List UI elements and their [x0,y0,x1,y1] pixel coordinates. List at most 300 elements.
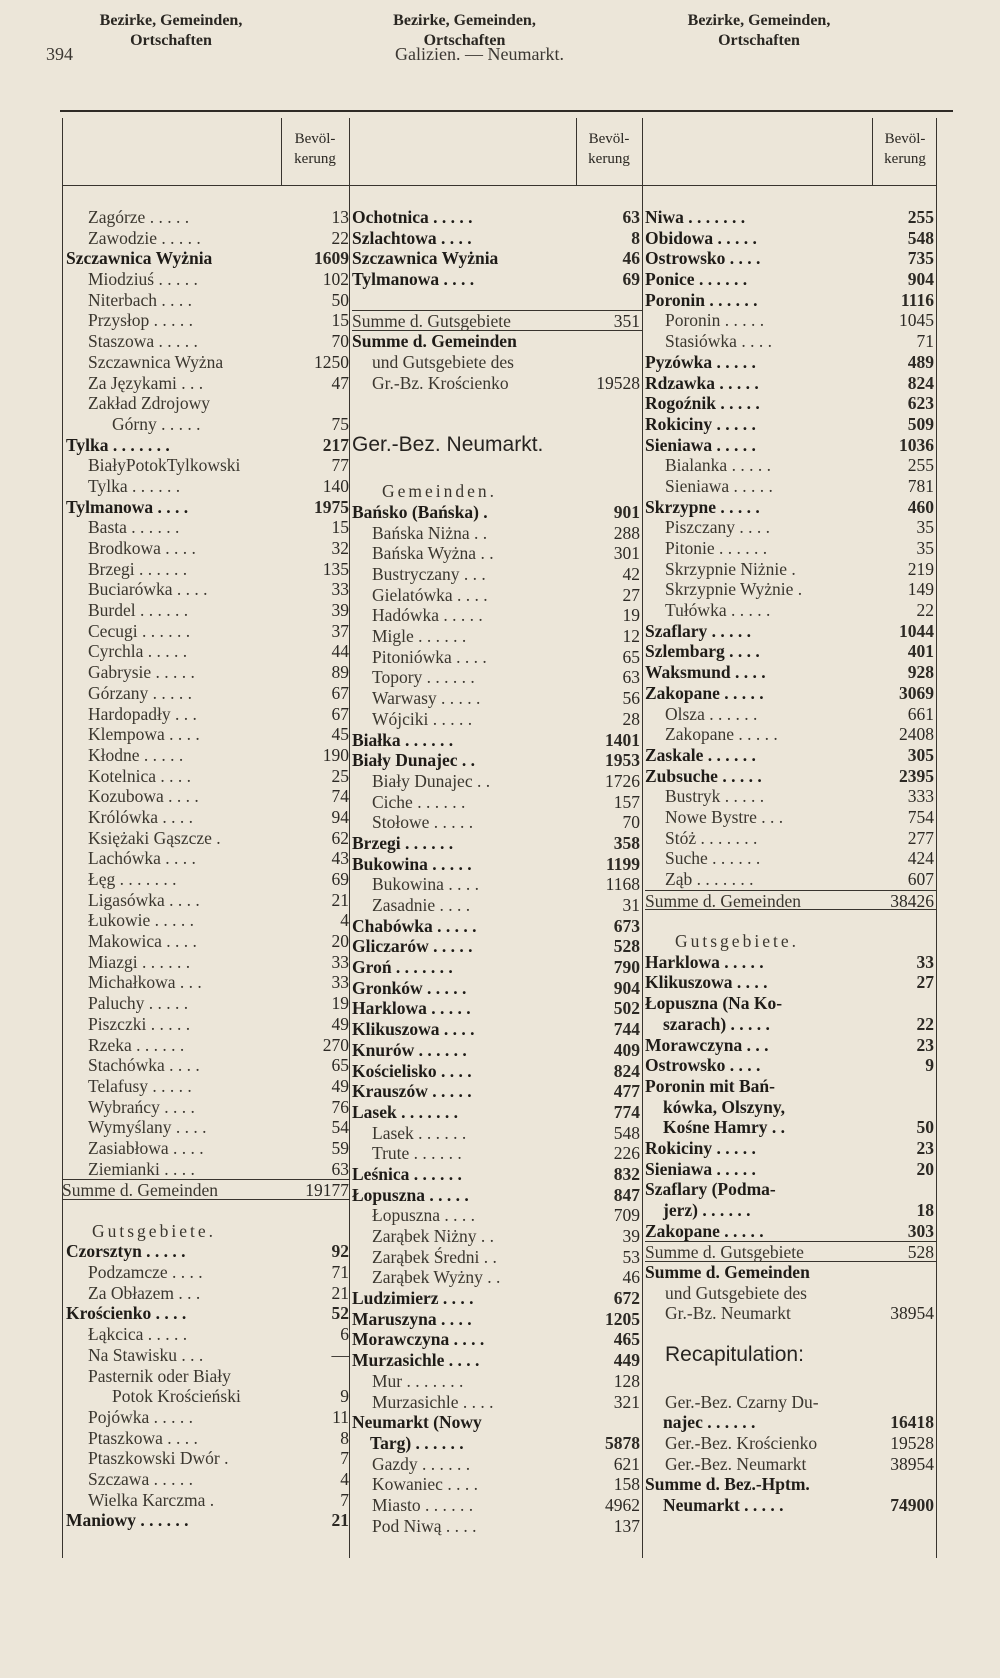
place-name: Kościelisko . . . . [352,1060,472,1081]
place-name: Łopuszna . . . . [372,1205,476,1226]
population-value: 1953 [605,750,640,771]
place-name: Stóż . . . . . . . [665,827,758,848]
table-row [352,1267,642,1288]
population-value: 37 [331,620,349,641]
table-row [645,766,936,787]
population-value: 74900 [890,1494,934,1515]
table-row [352,543,642,564]
place-name: Zakopane . . . . . [645,682,764,703]
place-name: Pyzówka . . . . . [645,351,756,372]
population-value: 847 [613,1184,640,1205]
population-value: 43 [331,848,349,869]
place-name: Basta . . . . . . [88,517,180,538]
place-name: najec . . . . . . [663,1412,756,1433]
population-value: 49 [331,1075,349,1096]
place-name: Zagórze . . . . . [88,207,190,227]
table-row [352,228,642,249]
table-row [62,1324,349,1345]
header-bottom-rule [62,185,937,186]
table-row [352,626,642,647]
table-row [645,1454,936,1475]
table-row [645,931,936,952]
population-value: 75 [331,413,349,434]
place-name: Poronin . . . . . [665,310,765,331]
place-name: Piszczany . . . . [665,517,770,538]
table-row [352,957,642,978]
place-name: Tylmanowa . . . . [66,496,189,517]
population-value: 824 [613,1060,640,1081]
table-row [352,331,642,352]
table-row [352,1247,642,1268]
table-row [62,331,349,352]
population-value: 15 [331,310,349,331]
table-row [62,807,349,828]
place-name: Łąkcica . . . . . [88,1324,188,1345]
population-value: 25 [331,765,349,786]
table-row [352,1454,642,1475]
table-row [62,1117,349,1138]
table-row [62,1076,349,1097]
rule-head-2 [576,118,577,186]
table-row [352,1081,642,1102]
table-row [352,1226,642,1247]
table-row [62,1510,349,1531]
table-row [62,290,349,311]
population-value: 52 [331,1303,349,1324]
population-value: 42 [622,564,640,584]
table-row [352,310,642,331]
place-name: Murzasichle . . . . [372,1391,494,1412]
table-row [62,1179,349,1200]
table-row [645,1474,936,1495]
table-row [645,745,936,766]
place-name: und Gutsgebiete des [372,351,514,372]
population-value: 19177 [305,1180,349,1201]
population-value: 1975 [314,496,349,517]
table-row [645,269,936,290]
table-row [62,393,349,414]
population-value: 19528 [890,1432,934,1453]
place-name: Morawczyna . . . [645,1034,769,1055]
population-value: 2408 [899,724,934,745]
population-value: 157 [613,791,640,812]
population-value: 449 [613,1350,640,1371]
table-row [352,771,642,792]
population-value: 901 [613,501,640,522]
page-number: 394 [46,44,73,64]
place-name: Groń . . . . . . . [352,957,453,978]
place-name: Burdel . . . . . . [88,600,189,621]
table-row [645,393,936,414]
table-row [352,1061,642,1082]
table-row [352,936,642,957]
population-value: 7 [340,1448,349,1469]
population-value: 226 [613,1143,640,1164]
table-row [62,745,349,766]
population-value: 31 [622,895,640,915]
place-name: Szlachtowa . . . . [352,227,472,248]
population-value: 19 [331,993,349,1014]
table-row [645,1324,936,1345]
place-name: Rdzawka . . . . . [645,372,759,393]
table-row [645,1076,936,1097]
place-name: Królówka . . . . [88,806,193,827]
place-name: BiałyPotokTylkowski [88,455,241,476]
rule-head-3 [872,118,873,186]
table-row [352,1288,642,1309]
place-name: Lasek . . . . . . [372,1122,467,1143]
place-name: Ząb . . . . . . . [665,869,754,889]
table-row [352,248,642,269]
table-row [645,538,936,559]
table-row [62,579,349,600]
table-row [62,704,349,725]
place-name: Miodziuś . . . . . [88,269,198,290]
population-value: 70 [331,331,349,352]
place-name: Murzasichle . . . . [352,1350,480,1371]
table-row [352,373,642,394]
table-row [62,269,349,290]
population-value: 528 [907,1242,934,1263]
place-name: Szaflary . . . . . [645,620,751,641]
population-value: 19 [622,605,640,626]
place-name: Summe d. Gutsgebiete [352,311,511,332]
place-name: Skrzypnie Niżnie . [665,558,796,579]
place-name: Neumarkt (Nowy [352,1412,482,1433]
population-value: 502 [613,998,640,1019]
place-name: Gr.-Bz. Krościenko [372,372,509,393]
place-name: Wielka Karczma . [88,1489,215,1510]
population-value: 351 [613,311,640,332]
place-name: Gielatówka . . . . [372,584,488,605]
place-name: Ger.-Bez. Neumarkt [665,1453,807,1474]
population-value: 33 [916,951,934,972]
population-value: 92 [331,1241,349,1262]
table-row [62,1469,349,1490]
table-row [352,709,642,730]
place-name: Brzegi . . . . . . [352,832,454,853]
place-name: Ciche . . . . . . [372,791,466,812]
population-value: 38954 [890,1453,934,1474]
place-name: Na Stawisku . . . [88,1344,204,1365]
place-name: Miazgi . . . . . . [88,951,191,972]
place-name: Stołowe . . . . . [372,812,474,833]
place-name: Czorsztyn . . . . . [66,1241,186,1262]
population-value: 65 [331,1055,349,1076]
table-row [645,1200,936,1221]
population-value: 1609 [314,248,349,269]
population-value: 46 [622,248,640,269]
place-name: Ligasówka . . . . [88,889,200,910]
place-name: Szczawnica Wyżnia [352,248,499,269]
table-row [352,1040,642,1061]
table-row [62,1366,349,1387]
population-value: 71 [331,1262,349,1283]
table-row [645,1035,936,1056]
place-name: Zarąbek Wyżny . . [372,1267,501,1288]
header-name-col-1: Bezirke, Gemeinden, Ortschaften [99,12,243,49]
place-name: Zasadnie . . . . [372,895,471,915]
place-name: und Gutsgebiete des [665,1282,807,1303]
place-name: Gazdy . . . . . . [372,1453,471,1474]
table-row [352,730,642,751]
population-value: 409 [613,1039,640,1060]
rule-head-1 [281,118,282,186]
population-value: 460 [907,496,934,517]
place-name: Za Obłazem . . . [88,1282,201,1303]
table-row [645,1179,936,1200]
table-row [645,1138,936,1159]
place-name: Kłodne . . . . . [88,744,184,765]
place-name: Ger.-Bez. Czarny Du- [665,1391,819,1412]
place-name: Szczawnica Wyżna [88,351,224,372]
table-row [62,1428,349,1449]
place-name: Księżaki Gąszcze . [88,827,221,848]
table-row [645,807,936,828]
population-value: 35 [916,517,934,538]
population-value: 23 [916,1034,934,1055]
population-value: — [331,1344,349,1365]
population-value: 190 [322,744,349,765]
place-name: Trute . . . . . . [372,1143,462,1164]
population-value: 661 [907,703,934,724]
population-value: 74 [331,786,349,807]
table-row [645,476,936,497]
table-row [645,435,936,456]
population-value: 21 [331,889,349,910]
table-column-3 [645,207,936,1516]
place-name: Ger.-Bez. Krościenko [665,1432,818,1453]
place-name: Zarąbek Średni . . [372,1246,497,1267]
table-row [62,435,349,456]
table-row [352,1516,642,1537]
place-name: Bustryczany . . . [372,564,486,584]
table-row [645,972,936,993]
population-value: 46 [622,1267,640,1288]
population-value: 781 [907,475,934,496]
place-name: Hadówka . . . . . [372,605,483,626]
place-name: Stasiówka . . . . [665,331,772,352]
place-name: Buciarówka . . . . [88,579,208,600]
table-row [645,621,936,642]
table-row [62,1138,349,1159]
table-row [62,1055,349,1076]
table-row [62,993,349,1014]
place-name: Piszczki . . . . . [88,1013,191,1034]
table-row [62,848,349,869]
place-name: Ostrowsko . . . . [645,1055,761,1076]
population-value: 832 [613,1163,640,1184]
table-row [352,1164,642,1185]
table-row [62,786,349,807]
place-name: Gabrysie . . . . . [88,662,195,683]
population-value: 255 [907,207,934,227]
population-value: 3069 [899,682,934,703]
place-name: Łęg . . . . . . . [88,869,177,889]
table-row [352,461,642,482]
table-row [62,455,349,476]
table-row [352,207,642,228]
place-name: Pasternik oder Biały [88,1365,231,1386]
table-row [352,1371,642,1392]
table-row [352,414,642,435]
place-name: Bukowina . . . . . [352,853,472,874]
population-value: 219 [907,558,934,579]
population-value: 303 [907,1220,934,1241]
header-pop-col-3: Bevöl- kerung [884,131,926,167]
table-row [645,517,936,538]
place-name: szarach) . . . . . [663,1013,770,1034]
table-row [352,916,642,937]
place-name: Szlembarg . . . . [645,641,760,662]
population-value: 71 [916,331,934,352]
population-value: 28 [622,708,640,729]
table-row [62,910,349,931]
place-name: Ponice . . . . . . [645,269,748,290]
population-value: 333 [907,786,934,807]
population-value: 928 [907,662,934,683]
population-value: 301 [613,543,640,564]
population-value: 39 [622,1226,640,1246]
population-value: 44 [331,641,349,662]
place-name: Summe d. Gemeinden [645,890,802,911]
population-value: 63 [622,667,640,688]
population-value: 89 [331,662,349,683]
table-row [645,952,936,973]
place-name: Wybrańcy . . . . [88,1096,195,1117]
place-name: Rokiciny . . . . . [645,413,756,434]
place-name: Gronków . . . . . [352,977,467,998]
population-value: 49 [331,1013,349,1034]
place-name: Kozubowa . . . . [88,786,199,807]
population-value: 277 [907,827,934,848]
table-row [645,1342,936,1371]
population-value: 53 [622,1246,640,1267]
place-name: Chabówka . . . . . [352,915,477,936]
table-row [645,455,936,476]
population-value: 69 [331,869,349,889]
place-name: Neumarkt . . . . . [663,1494,784,1515]
table-row [352,792,642,813]
population-value: 477 [613,1081,640,1102]
place-name: Leśnica . . . . . . [352,1163,462,1184]
table-row [645,1262,936,1283]
table-column-2 [352,207,642,1536]
population-value: 63 [331,1158,349,1179]
population-value: 102 [322,269,349,290]
population-value: 22 [331,227,349,248]
population-value: 33 [331,579,349,600]
population-value: 22 [916,1013,934,1034]
table-row [62,621,349,642]
table-row [62,1262,349,1283]
place-name: Klempowa . . . . [88,724,200,745]
place-name: Poronin . . . . . . [645,289,758,310]
population-value: 672 [613,1288,640,1309]
place-name: Maruszyna . . . . [352,1308,472,1329]
header-pop-col-2: Bevöl- kerung [588,131,630,167]
population-value: 744 [613,1019,640,1040]
place-name: Łukowie . . . . . [88,910,194,931]
place-name: Niterbach . . . . [88,289,192,310]
place-name: Targ) . . . . . . [370,1432,464,1453]
table-row [645,704,936,725]
place-name: Gutsgebiete. [675,931,799,952]
table-row [62,559,349,580]
table-row [645,890,936,911]
table-row [645,724,936,745]
population-value: 607 [907,869,934,889]
table-row [352,1123,642,1144]
table-row [352,1185,642,1206]
population-value: 27 [916,972,934,993]
place-name: Zakopane . . . . . [645,1220,764,1241]
population-value: 23 [916,1137,934,1158]
place-name: Zaskale . . . . . . [645,744,756,765]
place-name: Tylka . . . . . . [88,475,181,496]
population-value: 735 [907,248,934,269]
place-name: Morawczyna . . . . [352,1329,485,1350]
table-row [62,373,349,394]
table-row [645,1055,936,1076]
place-name: kówka, Olszyny, [663,1096,786,1117]
place-name: Poronin mit Bań- [645,1075,775,1096]
place-name: Gliczarów . . . . . [352,936,473,957]
population-value: 16418 [890,1412,934,1433]
population-value: 270 [322,1034,349,1055]
table-row [62,1200,349,1221]
table-row [62,1386,349,1407]
population-value: 1044 [899,620,934,641]
place-name: Ger.-Bez. Neumarkt. [352,432,544,456]
table-row [645,1392,936,1413]
population-value: 33 [331,972,349,993]
population-value: 38954 [890,1303,934,1324]
table-row [62,497,349,518]
place-name: Krościenko . . . . [66,1303,187,1324]
place-name: Sieniawa . . . . . [645,1158,756,1179]
table-row [352,502,642,523]
population-value: 255 [907,455,934,476]
table-row [62,766,349,787]
population-value: 158 [613,1474,640,1495]
table-row [62,1345,349,1366]
population-value: 790 [613,957,640,978]
population-value: 62 [331,827,349,848]
place-name: Łopuszna . . . . . [352,1184,469,1205]
place-name: Górny . . . . . [112,413,201,434]
table-row [352,688,642,709]
place-name: Rokiciny . . . . . [645,1137,756,1158]
header-name-col-3: Bezirke, Gemeinden, Ortschaften [687,12,831,49]
place-name: Szaflary (Podma- [645,1179,776,1200]
place-name: Białka . . . . . . [352,729,454,750]
population-value: 288 [613,522,640,543]
population-value: 489 [907,351,934,372]
population-value: 358 [613,832,640,853]
table-row [645,559,936,580]
population-value: 39 [331,600,349,621]
population-value: 45 [331,724,349,745]
population-value: 65 [622,646,640,667]
table-row [62,828,349,849]
rule-right [936,118,937,1558]
place-name: Mur . . . . . . . [372,1370,464,1391]
table-row [62,1448,349,1469]
place-name: Bańska Niżna . . [372,522,488,543]
table-row [62,683,349,704]
table-row [352,269,642,290]
